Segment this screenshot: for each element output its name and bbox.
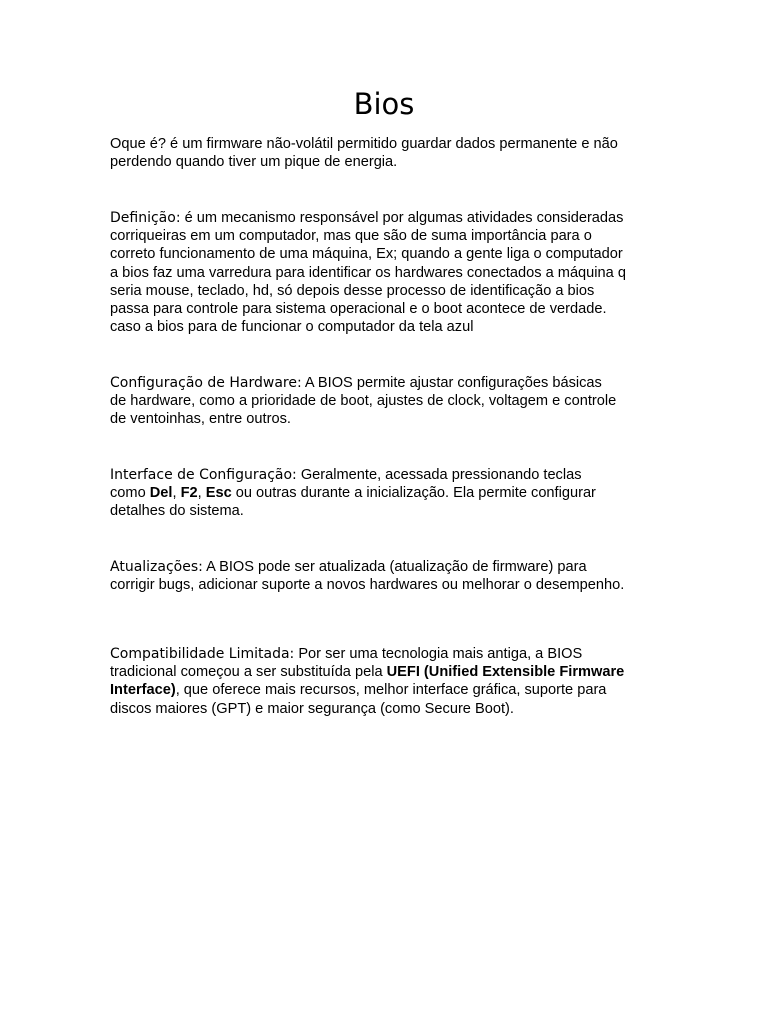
paragraph-line [110,558,670,576]
section-heading: Compatibilidade Limitada: [110,646,295,662]
uefi-term: UEFI (Unified Extensible Firmware [386,664,625,681]
section-definicao [110,209,670,336]
paragraph-line [110,681,670,699]
section-interface-configuracao [110,466,670,521]
paragraph-line: de hardware, como a prioridade de boot, ajustes de clock, voltagem e controle [110,393,617,410]
section-text: ou outras durante a inicialização. Ela permite configurar [231,485,596,502]
paragraph-line: seria mouse, teclado, hd, só depois desse processo de identificação a bios [110,282,595,299]
paragraph-line: perdendo quando tiver um pique de energia. [110,154,398,171]
paragraph-line: passa para controle para sistema operacional e o boot acontece de verdade. [110,301,607,318]
paragraph-line [110,484,670,502]
paragraph-line [110,209,670,227]
section-text: Geralmente, acessada pressionando teclas [296,467,582,483]
key-f2: F2 [180,485,198,502]
section-text: Por ser uma tecnologia mais antiga, a BIOS [294,646,583,662]
section-text: tradicional começou a ser substituída pela [110,664,387,681]
separator: , [172,485,181,502]
paragraph-line [110,135,670,153]
section-text: A BIOS pode ser atualizada (atualização de firmware) para [202,559,587,575]
paragraph-line: de ventoinhas, entre outros. [110,411,291,428]
section-heading: Oque é? [110,136,166,152]
paragraph-line [110,466,670,484]
section-atualizacoes [110,558,670,594]
section-configuracao-hardware [110,374,670,429]
key-esc: Esc [205,485,232,502]
paragraph-line [110,663,670,681]
section-text: é um mecanismo responsável por algumas atividades consideradas [180,210,624,226]
section-text: A BIOS permite ajustar configurações básicas [301,375,602,391]
paragraph-line [110,374,670,392]
section-oque-e [110,135,670,171]
page-title: Bios [353,87,415,121]
section-heading: Configuração de Hardware: [110,375,302,391]
section-text: é um firmware não-volátil permitido guardar dados permanente e não [166,136,618,152]
section-heading: Interface de Configuração: [110,467,297,483]
paragraph-line: discos maiores (GPT) e maior segurança (como Secure Boot). [110,700,514,717]
paragraph-line: corrigir bugs, adicionar suporte a novos hardwares ou melhorar o desempenho. [110,577,625,594]
paragraph-line [110,645,670,663]
paragraph-line: detalhes do sistema. [110,503,244,520]
section-text: como [110,485,150,502]
section-heading: Atualizações: [110,559,203,575]
paragraph-line: caso a bios para de funcionar o computador da tela azul [110,319,474,336]
paragraph-line: corriqueiras em um computador, mas que são de suma importância para o [110,228,592,245]
paragraph-line: a bios faz uma varredura para identificar os hardwares conectados a máquina q [110,264,626,281]
uefi-term: Interface) [110,682,176,699]
paragraph-line: correto funcionamento de uma máquina, Ex; quando a gente liga o computador [110,246,623,263]
separator: , [197,485,206,502]
key-del: Del [149,485,173,502]
section-compatibilidade-limitada [110,645,670,718]
section-heading: Definição: [110,210,181,226]
section-text: , que oferece mais recursos, melhor interface gráfica, suporte para [175,682,607,699]
